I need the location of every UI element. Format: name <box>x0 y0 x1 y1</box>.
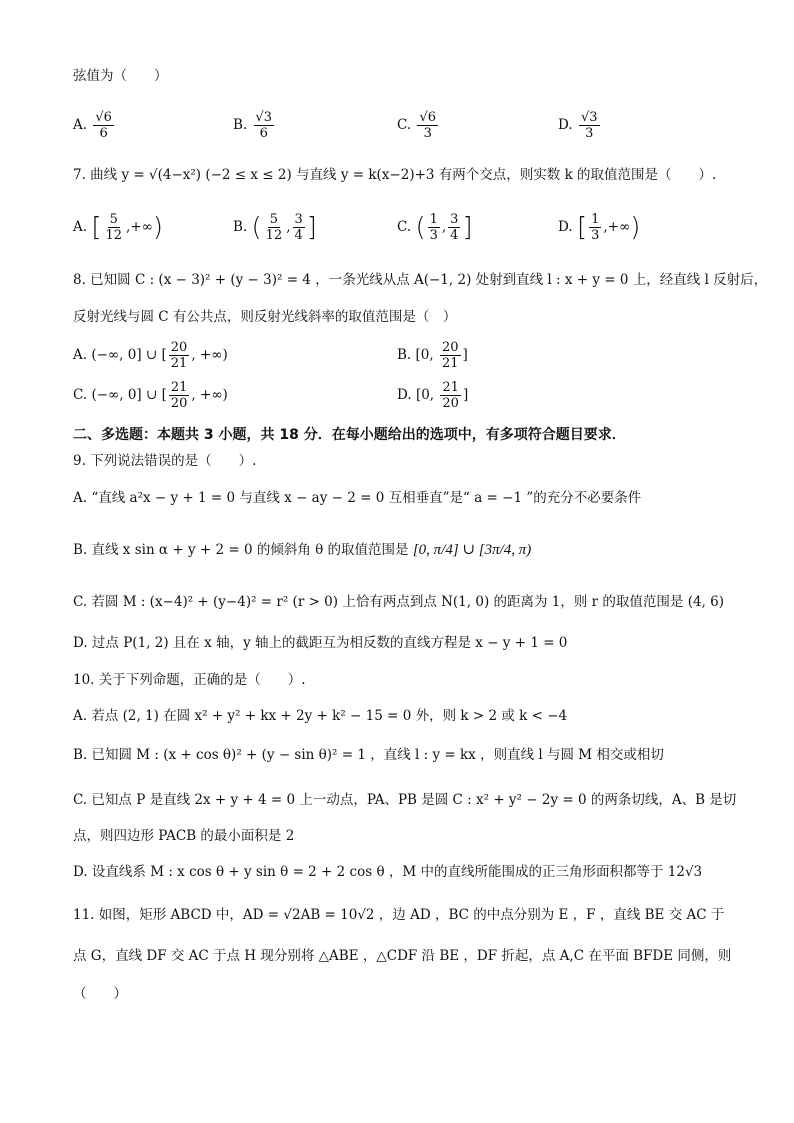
denominator: 3 <box>591 228 600 243</box>
q8-option-a <box>73 340 228 371</box>
denominator: 12 <box>265 228 283 243</box>
q6-tail: 弦值为（ ） <box>73 68 168 84</box>
denominator: 3 <box>423 126 432 141</box>
section-heading: 二、多选题：本题共 3 小题，共 18 分．在每小题给出的选项中，有多项符合题目要求． <box>73 427 626 443</box>
numerator: 21 <box>442 380 459 395</box>
q6-option-a <box>73 110 116 141</box>
q8-line-2: 反射光线与圆 C 有公共点，则反射光线斜率的取值范围是（ ） <box>73 309 457 325</box>
q8-option-d <box>397 380 468 411</box>
q9-option-b <box>73 540 531 560</box>
numerator: √6 <box>95 110 112 125</box>
separator: , <box>286 219 291 235</box>
denominator: 21 <box>441 356 459 371</box>
q9-option-a: A. “直线 a²x − y + 1 = 0 与直线 x − ay − 2 = 0 互相垂直”是“ a = −1 ”的充分不必要条件 <box>73 490 642 506</box>
interval-right: ] <box>462 387 469 403</box>
q11-line-1: 11. 如图，矩形 ABCD 中，AD = √2AB = 10√2 ，边 AD ，BC 的中点分别为 E ，F ，直线 BE 交 AC 于 <box>73 907 725 923</box>
option-letter: D. <box>558 117 573 133</box>
denominator: 4 <box>450 228 459 243</box>
bracket: [ <box>91 212 102 243</box>
option-letter: A. <box>73 117 88 133</box>
interval-left: (−∞, 0] ∪ [ <box>91 347 167 363</box>
fraction <box>254 110 275 141</box>
q9-option-d: D. 过点 P(1, 2) 且在 x 轴，y 轴上的截距互为相反数的直线方程是 x − y + 1 = 0 <box>73 635 568 651</box>
q6-option-b <box>233 110 276 141</box>
fraction <box>417 110 438 141</box>
denominator: 4 <box>294 228 303 243</box>
numerator: √6 <box>419 110 436 125</box>
fraction <box>440 380 461 411</box>
denominator: 21 <box>170 356 188 371</box>
q10-option-b: B. 已知圆 M : (x + cos θ)² + (y − sin θ)² = 1 ，直线 l : y = kx ，则直线 l 与圆 M 相交或相切 <box>73 747 664 763</box>
numerator: √3 <box>580 110 598 125</box>
interval-right: , +∞) <box>191 347 228 363</box>
q7-stem: 7. 曲线 y = √(4−x²) (−2 ≤ x ≤ 2) 与直线 y = k(x−2)+3 有两个交点，则实数 k 的取值范围是（ ）. <box>73 167 717 183</box>
interval-left: (−∞, 0] ∪ [ <box>91 387 167 403</box>
interval-left: [0, <box>415 387 439 403</box>
numerator: 3 <box>450 212 459 227</box>
bracket: ] <box>462 212 473 243</box>
numerator: 20 <box>441 340 459 355</box>
interval-right: , +∞) <box>191 387 228 403</box>
denominator: 6 <box>99 126 108 141</box>
interval-left: [0, <box>415 347 438 363</box>
numerator: √3 <box>255 110 273 125</box>
q11-line-2: 点 G，直线 DF 交 AC 于点 H 现分别将 △ABE ，△CDF 沿 BE ，DF 折起，点 A,C 在平面 BFDE 同侧，则 <box>73 948 732 964</box>
q6-option-d <box>558 110 602 141</box>
q8-line-1: 8. 已知圆 C : (x − 3)² + (y − 3)² = 4 ，一条光线从点 A(−1, 2) 处射到直线 l : x + y = 0 上，经直线 l 反射后， <box>73 272 768 288</box>
denominator: 3 <box>429 228 438 243</box>
q7-option-a <box>73 212 163 243</box>
option-letter: B. <box>397 347 412 363</box>
fraction <box>104 212 125 243</box>
denominator: 3 <box>585 126 594 141</box>
fraction <box>448 212 460 243</box>
numerator: 5 <box>269 212 279 227</box>
bound: +∞ <box>130 219 153 235</box>
q8-option-c <box>73 380 228 411</box>
separator: , <box>603 219 608 235</box>
q9-option-c: C. 若圆 M : (x−4)² + (y−4)² = r² (r > 0) 上恰有两点到点 N(1, 0) 的距离为 1，则 r 的取值范围是 (4, 6) <box>73 594 725 610</box>
q10-option-a: A. 若点 (2, 1) 在圆 x² + y² + kx + 2y + k² − 15 = 0 外，则 k > 2 或 k < −4 <box>73 708 568 724</box>
fraction <box>589 212 601 243</box>
denominator: 12 <box>105 228 123 243</box>
option-letter: C. <box>73 387 88 403</box>
option-letter: C. <box>397 117 412 133</box>
fraction <box>293 212 305 243</box>
separator: , <box>126 219 131 235</box>
numerator: 1 <box>429 212 438 227</box>
separator: , <box>441 219 447 235</box>
bracket: ] <box>306 212 317 243</box>
fraction <box>93 110 114 141</box>
option-letter: B. <box>233 219 248 235</box>
numerator: 3 <box>294 212 303 227</box>
q7-option-c <box>397 212 473 243</box>
option-letter: D. <box>558 219 573 235</box>
q11-line-3: （ ） <box>73 986 127 1002</box>
math-interval: [0, π/4] ∪ [3π/4, π) <box>412 542 532 558</box>
q10-option-d: D. 设直线系 M : x cos θ + y sin θ = 2 + 2 cos θ ，M 中的直线所能围成的正三角形面积都等于 12√3 <box>73 864 703 880</box>
q9-stem: 9. 下列说法错误的是（ ）. <box>73 453 257 469</box>
fraction <box>440 340 461 371</box>
option-text: B. 直线 x sin α + y + 2 = 0 的倾斜角 θ 的取值范围是 <box>73 542 409 558</box>
q10-option-c-line-1: C. 已知点 P 是直线 2x + y + 4 = 0 上一动点，PA、PB 是圆 C : x² + y² − 2y = 0 的两条切线，A、B 是切 <box>73 792 737 808</box>
bracket: ) <box>630 212 641 243</box>
option-letter: A. <box>73 347 88 363</box>
numerator: 20 <box>170 340 188 355</box>
denominator: 6 <box>259 126 268 141</box>
option-letter: D. <box>397 387 412 403</box>
fraction <box>579 110 600 141</box>
bound: +∞ <box>607 219 631 235</box>
bracket: ) <box>152 212 164 243</box>
fraction <box>264 212 285 243</box>
bracket: ( <box>251 212 262 243</box>
numerator: 5 <box>109 212 118 227</box>
q6-option-c <box>397 110 440 141</box>
denominator: 20 <box>170 396 188 411</box>
option-letter: C. <box>397 219 412 235</box>
fraction <box>428 212 440 243</box>
interval-right: ] <box>462 347 468 363</box>
bracket: [ <box>576 212 588 243</box>
q10-stem: 10. 关于下列命题，正确的是（ ）. <box>73 672 306 688</box>
q8-option-b <box>397 340 468 371</box>
option-letter: A. <box>73 219 88 235</box>
option-letter: B. <box>233 117 248 133</box>
bracket: ( <box>415 212 426 243</box>
numerator: 1 <box>591 212 600 227</box>
fraction <box>169 380 190 411</box>
q7-option-b <box>233 212 317 243</box>
q10-option-c-line-2: 点，则四边形 PACB 的最小面积是 2 <box>73 828 295 844</box>
denominator: 20 <box>442 396 459 411</box>
fraction <box>169 340 190 371</box>
numerator: 21 <box>170 380 188 395</box>
q7-option-d <box>558 212 640 243</box>
